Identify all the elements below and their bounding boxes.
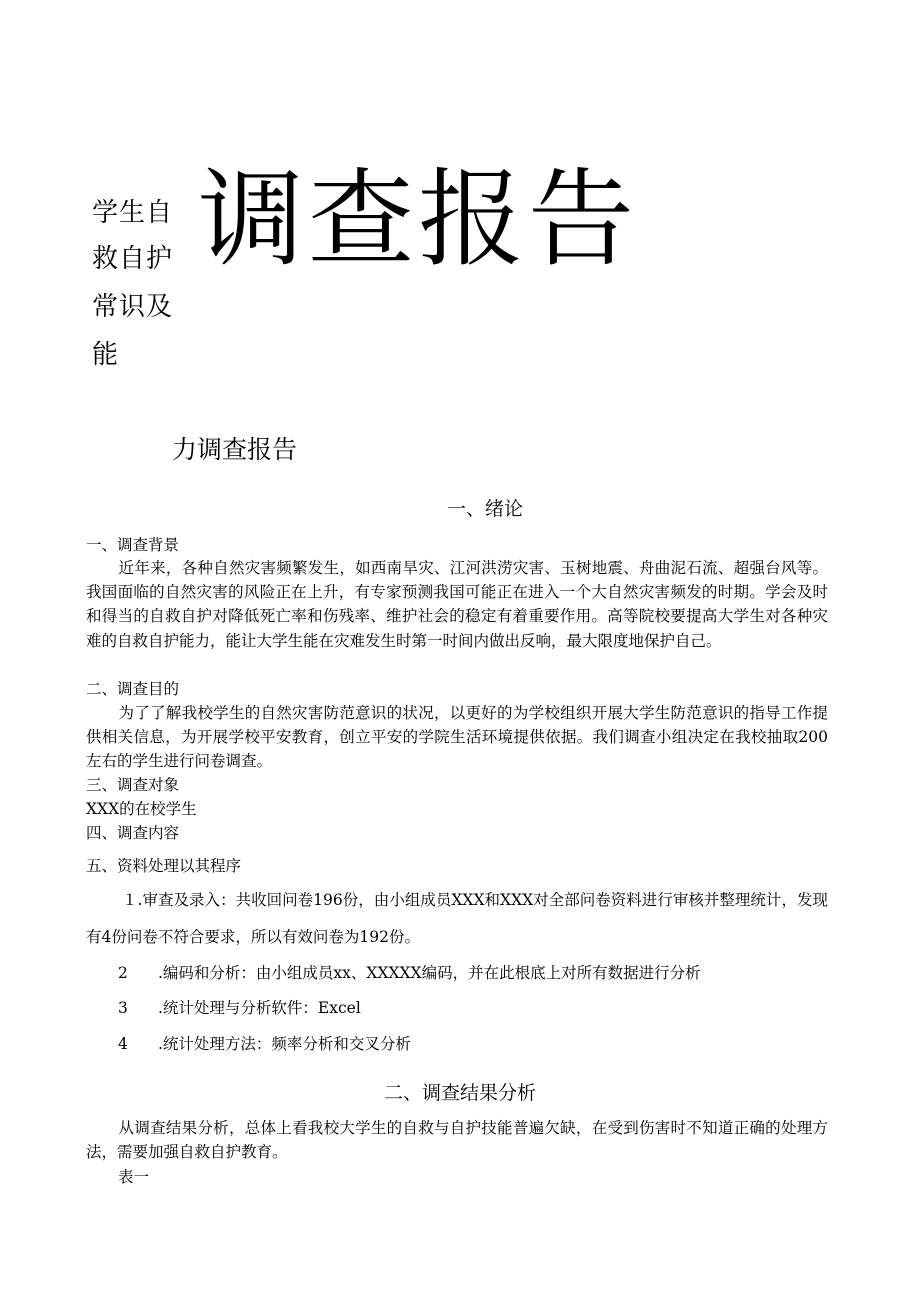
process-step-3-number: 3	[118, 999, 128, 1017]
process-step-2	[118, 961, 701, 985]
process-step-4	[118, 1032, 411, 1056]
background-paragraph: 近年来，各种自然灾害频繁发生，如西南旱灾、江河洪涝灾害、玉树地震、舟曲泥石流、超强台风等。我国面临的自然灾害的风险正在上升，有专家预测我国可能正在进入一个大自然灾害频发的时期。学会及时和得当的自救自护对降低死亡率和伤残率、维护社会的稳定有着重要作用。高等院校要提高大学生对各种灾难的自救自护能力，能让大学生能在灾难发生时第一时间内做出反响，最大限度地保护自己。	[86, 559, 828, 650]
section2-heading: 二、调查结果分析	[383, 1082, 536, 1104]
cover-side-title-line-3: 常识及	[92, 292, 174, 322]
process-step-1-text: .审查及录入：共收回问卷196份，由小组成员XXX和XXX对全部问卷资料进行审核并整理统计，发现有4份问卷不符合要求，所以有效问卷为192份。	[86, 891, 828, 946]
object-label: 三、调查对象	[86, 776, 180, 794]
background-label: 一、调查背景	[86, 536, 180, 554]
process-step-3	[118, 996, 361, 1020]
process-step-4-text: .统计处理方法：频率分析和交叉分析	[158, 1035, 411, 1053]
cover-big-title: 调查报告	[198, 158, 638, 281]
process-label: 五、资料处理以其程序	[86, 857, 242, 875]
purpose-paragraph: 为了了解我校学生的自然灾害防范意识的状况，以更好的为学校组织开展大学生防范意识的指导工作提供相关信息，为开展学校平安教育，创立平安的学院生活环境提供依据。我们调查小组决定在我校抽取200左右的学生进行问卷调查。	[86, 704, 828, 771]
cover-side-title-line-1: 学生自	[92, 198, 174, 228]
results-summary-paragraph: 从调查结果分析，总体上看我校大学生的自救与自护技能普遍欠缺，在受到伤害时不知道正确的处理方法，需要加强自救自护教育。	[86, 1119, 828, 1162]
process-step-4-number: 4	[118, 1035, 128, 1053]
cover-side-title-line-2: 救自护	[92, 244, 174, 274]
content-label: 四、调查内容	[86, 824, 180, 842]
process-step-1	[86, 882, 828, 956]
purpose-label: 二、调查目的	[86, 680, 180, 698]
table-label: 表一	[118, 1168, 150, 1186]
cover-side-title-line-4: 能	[92, 340, 120, 370]
object-text: XXX的在校学生	[86, 800, 197, 818]
process-step-1-number: １	[122, 891, 138, 909]
section1-heading: 一、绪论	[446, 498, 523, 520]
process-step-3-text: .统计处理与分析软件：Excel	[158, 999, 361, 1017]
process-step-2-number: 2	[118, 964, 128, 982]
process-step-2-text: .编码和分析：由小组成员xx、XXXXX编码，并在此根底上对所有数据进行分析	[158, 964, 701, 982]
cover-sub-title: 力调查报告	[172, 435, 298, 464]
